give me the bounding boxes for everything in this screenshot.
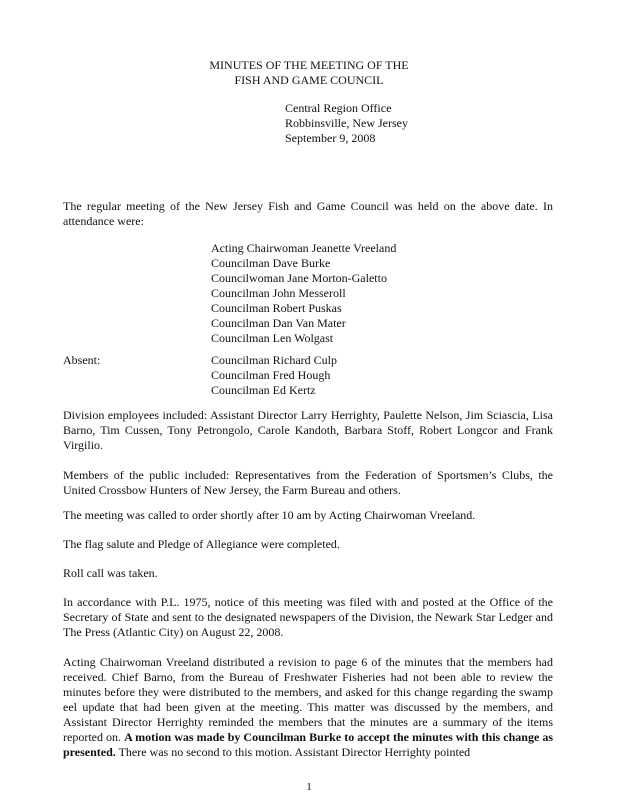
attendee: Councilman John Messeroll — [211, 286, 346, 300]
attendee: Acting Chairwoman Jeanette Vreeland — [211, 241, 397, 255]
meeting-date: September 9, 2008 — [285, 131, 376, 145]
absent-member: Councilman Ed Kertz — [211, 383, 316, 397]
motion-text: A motion was made by Councilman Burke to accept the minutes with this change as presented. — [63, 730, 553, 759]
title-line-2: FISH AND GAME COUNCIL — [234, 73, 384, 87]
public-members-paragraph: Members of the public included: Representatives from the Federation of Sportsmen’s Clubs, the United Crossbow Hunters of New Jersey, the Farm Bureau and others. — [63, 468, 553, 497]
flag-salute-paragraph: The flag salute and Pledge of Allegiance were completed. — [63, 537, 340, 551]
roll-call-paragraph: Roll call was taken. — [63, 566, 158, 580]
minutes-revision-paragraph — [63, 655, 553, 760]
attendee-list — [211, 241, 396, 346]
attendee: Councilwoman Jane Morton-Galetto — [211, 271, 387, 285]
absent-label: Absent: — [63, 353, 101, 367]
division-employees-paragraph: Division employees included: Assistant Director Larry Herrighty, Paulette Nelson, Jim Sciascia, Lisa Barno, Tim Cussen, Tony Petrongolo, Carole Kandoth, Barbara Stoff, Robert Longcor and Frank Virgilio. — [63, 408, 553, 452]
absent-member: Councilman Richard Culp — [211, 353, 337, 367]
document-title — [0, 58, 618, 88]
revision-text-1: Acting Chairwoman Vreeland distributed a revision to page 6 of the minutes that the members had received. Chief Barno, from the Bureau of Freshwater Fisheries had not been able to review the minutes before they were distributed to the members, and asked for this change regarding the swamp eel update that had been given at the meeting. This matter was discussed by the members, and Assistant Director Herrighty reminded the members that the minutes are a summary of the items reported on. — [63, 655, 553, 744]
location-office: Central Region Office — [285, 101, 392, 115]
page-number: 1 — [306, 781, 312, 793]
title-line-1: MINUTES OF THE MEETING OF THE — [209, 58, 409, 72]
intro-paragraph: The regular meeting of the New Jersey Fish and Game Council was held on the above date. In attendance were: — [63, 199, 553, 228]
absent-member: Councilman Fred Hough — [211, 368, 331, 382]
attendee: Councilman Robert Puskas — [211, 301, 342, 315]
location-city: Robbinsville, New Jersey — [285, 116, 408, 130]
attendee: Councilman Dave Burke — [211, 256, 331, 270]
attendee: Councilman Len Wolgast — [211, 331, 334, 345]
notice-paragraph: In accordance with P.L. 1975, notice of this meeting was filed with and posted at the Office of the Secretary of State and sent to the designated newspapers of the Division, the Newark Star Ledger and The Press (Atlantic City) on August 22, 2008. — [63, 595, 553, 639]
absent-list — [211, 353, 337, 398]
meeting-location — [285, 101, 408, 146]
call-to-order-paragraph: The meeting was called to order shortly after 10 am by Acting Chairwoman Vreeland. — [63, 508, 476, 522]
attendee: Councilman Dan Van Mater — [211, 316, 346, 330]
revision-text-2: There was no second to this motion. Assistant Director Herrighty pointed — [115, 745, 471, 759]
